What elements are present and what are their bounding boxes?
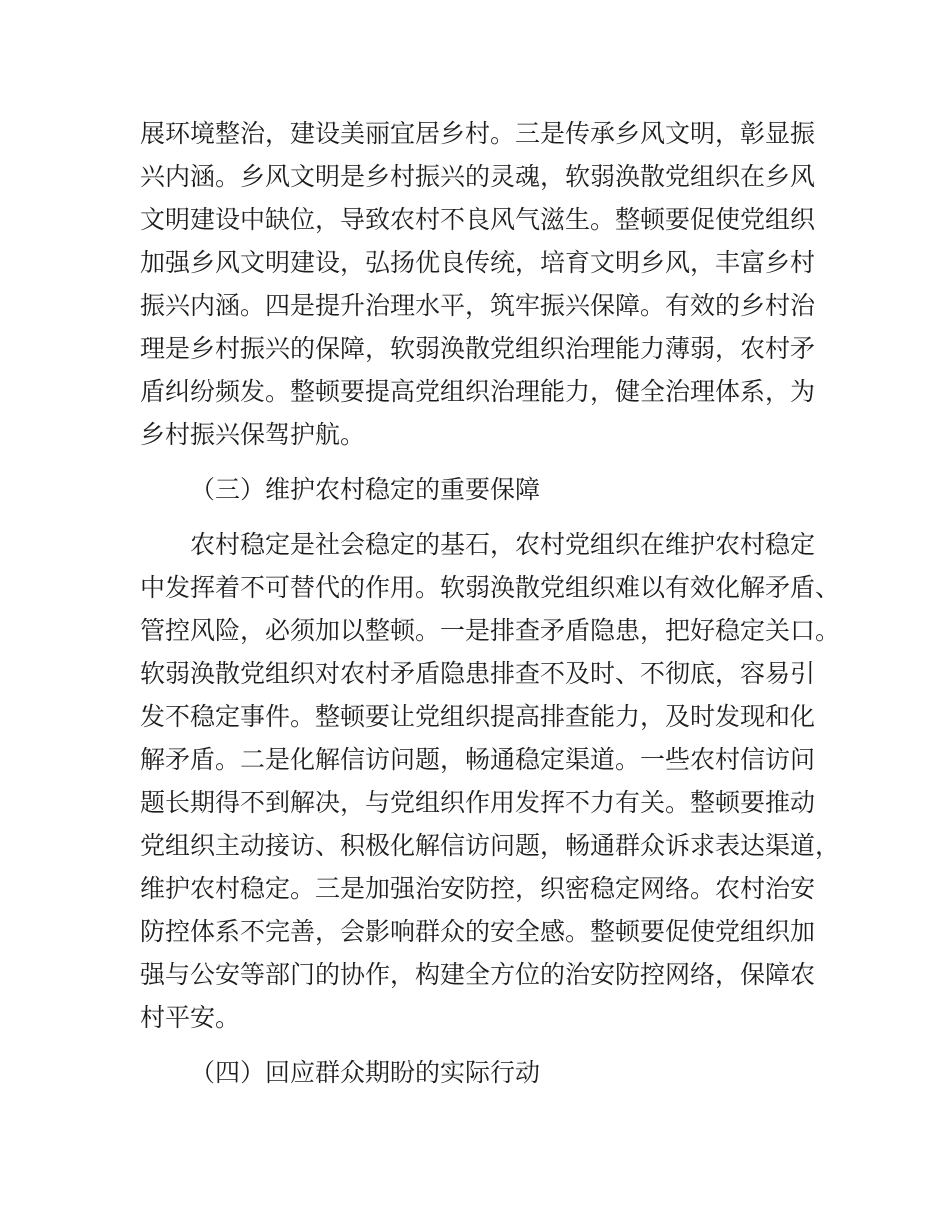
body-text-line: 理是乡村振兴的保障，软弱涣散党组织治理能力薄弱，农村矛: [140, 336, 816, 363]
section-heading: [140, 469, 840, 512]
body-text-line: 文明建设中缺位，导致农村不良风气滋生。整顿要促使党组织: [140, 207, 816, 234]
body-text-line: 加强乡风文明建设，弘扬优良传统，培育文明乡风，丰富乡村: [140, 250, 816, 277]
body-text-line: 题长期得不到解决，与党组织作用发挥不力有关。整顿要推动: [140, 790, 816, 817]
body-text-line: 展环境整治，建设美丽宜居乡村。三是传承乡风文明，彰显振: [140, 121, 816, 148]
paragraph: [140, 113, 840, 457]
body-text-line: 振兴内涵。四是提升治理水平，筑牢振兴保障。有效的乡村治: [140, 293, 816, 320]
body-text-line: 党组织主动接访、积极化解信访问题，畅通群众诉求表达渠道，: [140, 833, 841, 860]
body-text-line: 乡村振兴保驾护航。: [140, 422, 366, 449]
body-text-line: 防控体系不完善，会影响群众的安全感。整顿要促使党组织加: [140, 919, 816, 946]
body-text-line: 管控风险，必须加以整顿。一是排查矛盾隐患，把好稳定关口。: [140, 618, 841, 645]
body-text-line: 解矛盾。二是化解信访问题，畅通稳定渠道。一些农村信访问: [140, 747, 816, 774]
paragraph: [140, 524, 840, 1040]
heading-line: （四）回应群众期盼的实际行动: [190, 1060, 541, 1087]
body-text-line: 盾纠纷频发。整顿要提高党组织治理能力，健全治理体系，为: [140, 379, 816, 406]
body-text-line: 维护农村稳定。三是加强治安防控，织密稳定网络。农村治安: [140, 876, 816, 903]
body-text-line: 强与公安等部门的协作，构建全方位的治安防控网络，保障农: [140, 962, 816, 989]
body-text-line: 软弱涣散党组织对农村矛盾隐患排查不及时、不彻底，容易引: [140, 661, 816, 688]
body-text-line: 村平安。: [140, 1005, 241, 1032]
body-text-line: 兴内涵。乡风文明是乡村振兴的灵魂，软弱涣散党组织在乡风: [140, 164, 816, 191]
body-text-line: 发不稳定事件。整顿要让党组织提高排查能力，及时发现和化: [140, 704, 816, 731]
body-text-line: 中发挥着不可替代的作用。软弱涣散党组织难以有效化解矛盾、: [140, 575, 841, 602]
heading-line: （三）维护农村稳定的重要保障: [190, 477, 541, 504]
body-text-line: 农村稳定是社会稳定的基石，农村党组织在维护农村稳定: [190, 532, 816, 559]
section-heading: [140, 1052, 840, 1095]
